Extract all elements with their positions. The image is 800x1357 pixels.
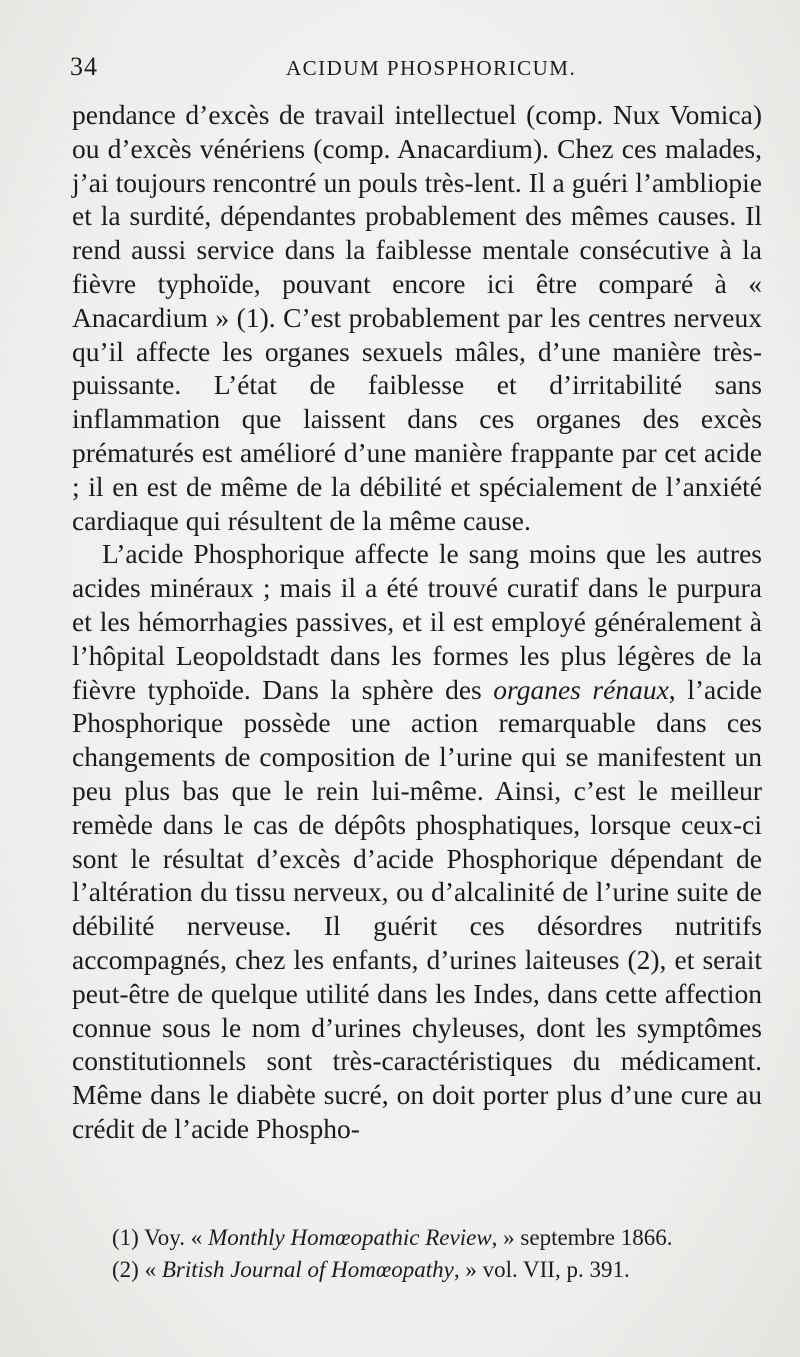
- footnote-journal-title: Monthly Homœopathic Review: [208, 1225, 492, 1250]
- footnote-text: (2) «: [112, 1257, 162, 1282]
- text-segment: pendance d’excès de travail intellectuel (comp. Nux Vomica) ou d’excès vénériens (comp. Anacardium). Chez ces malades, j’ai toujours rencontré un pouls très-lent. Il a guéri l’ambliopie et la surdité, dépendantes probablement des mêmes causes. Il rend aussi service dans la faiblesse mentale consécutive à la fièvre typhoïde, pouvant encore ici être comparé à « Anacardium » (1). C’est probablement par les centres nerveux qu’il affecte les organes sexuels mâles, d’une manière très-puissante. L’état de faiblesse et d’irritabilité sans inflammation que laissent dans ces organes des excès prématurés est amélioré d’une manière frappante par cet acide ; il en est de même de la débilité et spécialement de l’anxiété cardiaque qui résultent de la même cause.: [72, 99, 762, 536]
- footnote-1: [112, 1222, 760, 1254]
- italic-term: organes rénaux: [493, 673, 669, 705]
- page-number: 34: [70, 52, 98, 81]
- footnote-text: (1) Voy. «: [112, 1225, 209, 1250]
- text-segment: , l’acide Phosphorique possède une action remarquable dans ces changements de composition de l’urine qui se manifestent un peu plus bas que le rein lui-même. Ainsi, c’est le meilleur remède dans le cas de dépôts phosphatiques, lorsque ceux-ci sont le résultat d’excès d’acide Phosphorique dépendant de l’altération du tissu nerveux, ou d’alcalinité de l’urine suite de débilité nerveuse. Il guérit ces désordres nutritifs accompagnés, chez les enfants, d’urines laiteuses (2), et serait peut-être de quelque utilité dans les Indes, dans cette affection connue sous le nom d’urines chyleuses, dont les symptômes constitutionnels sont très-caractéristiques du médicament. Même dans le diabète sucré, on doit porter plus d’une cure au crédit de l’acide Phospho-: [72, 673, 763, 1144]
- footnote-journal-title: British Journal of Homœopathy: [161, 1257, 454, 1282]
- paragraph-2: [72, 537, 762, 1145]
- paragraph-1: [72, 98, 762, 537]
- footnote-2: [112, 1254, 760, 1286]
- footnote-text: , » septembre 1866.: [491, 1225, 673, 1250]
- footnotes: [112, 1222, 760, 1286]
- page-header: [70, 52, 760, 92]
- body-text: [72, 98, 762, 1146]
- running-title: ACIDUM PHOSPHORICUM.: [286, 56, 577, 80]
- text-segment: L’acide Phosphorique affecte le sang moins que les autres acides minéraux ; mais il a été trouvé curatif dans le purpura et les hémorrhagies passives, et il est employé généralement à l’hôpital Leopoldstadt dans les formes les plus légères de la fièvre typhoïde. Dans la sphère des: [72, 538, 762, 705]
- footnote-text: , » vol. VII, p. 391.: [453, 1257, 630, 1282]
